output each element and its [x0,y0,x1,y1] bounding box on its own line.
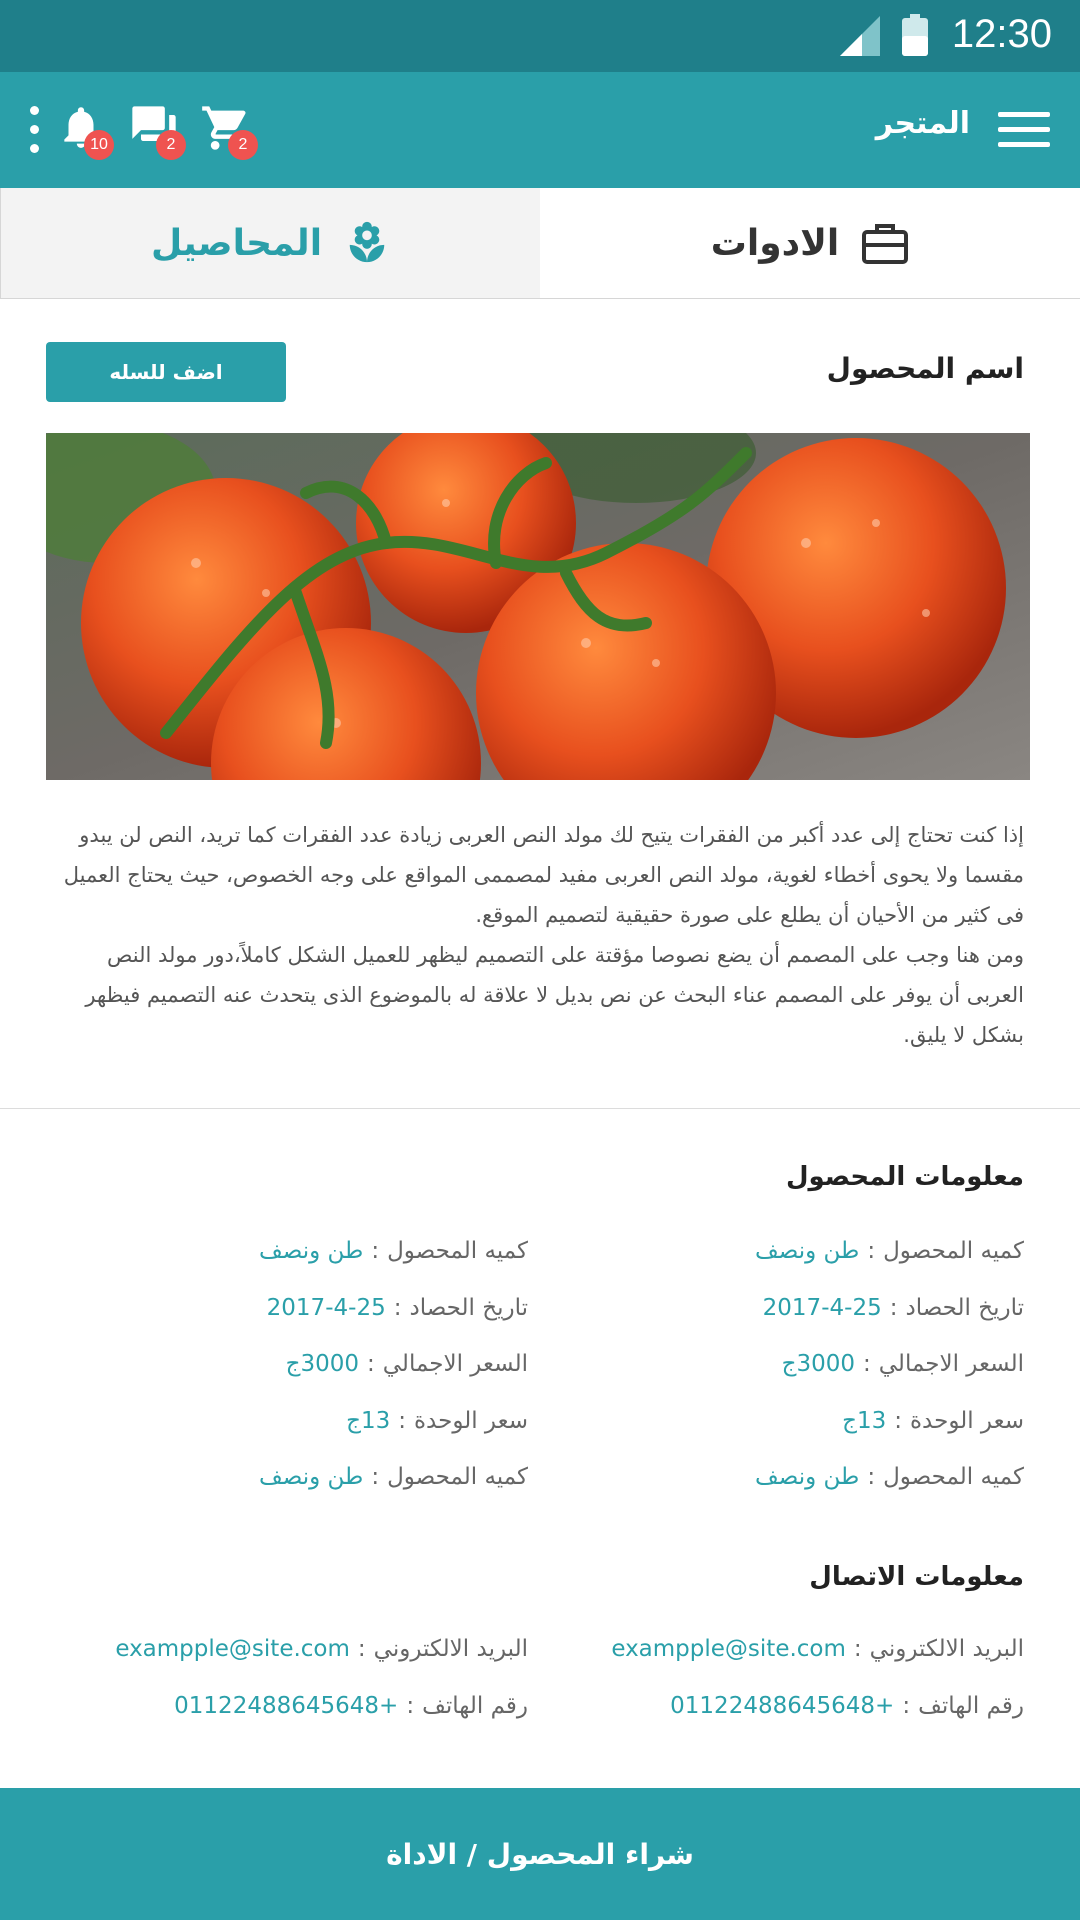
info-label: كميه المحصول [883,1464,1024,1490]
info-label: تاريخ الحصاد [905,1294,1024,1321]
contact-info-title: معلومات الاتصال [809,1562,1024,1592]
info-label: تاريخ الحصاد [409,1294,528,1321]
battery-icon [902,14,928,56]
app-title: المتجر [875,106,970,141]
info-separator: : [863,1351,871,1377]
info-value: 3000ج [285,1351,360,1377]
info-separator: : [393,1294,402,1321]
section-divider [0,1108,1080,1109]
signal-icon [840,16,880,56]
info-label: كميه المحصول [387,1464,528,1490]
messages-badge: 2 [156,130,186,160]
info-row [28,1223,528,1280]
info-row [524,1678,1024,1735]
info-value: طن ونصف [258,1464,364,1490]
info-value: 25-4-2017 [762,1294,882,1321]
email-label: البريد الالكتروني [373,1636,528,1662]
info-row [524,1336,1024,1393]
tab-crops-label: المحاصيل [150,222,323,264]
info-separator: : [853,1636,862,1662]
product-description [44,815,1024,1055]
add-to-cart-button[interactable]: اضف للسله [46,342,286,402]
tab-tools-label: الادوات [710,222,840,264]
cart-badge: 2 [228,130,258,160]
info-row [28,1393,528,1450]
tab-tools[interactable] [540,188,1080,298]
info-label: السعر الاجمالي [382,1351,528,1377]
info-value: طن ونصف [754,1238,860,1264]
info-separator: : [371,1238,380,1264]
info-value: 3000ج [781,1351,856,1377]
more-options-icon[interactable] [26,106,42,154]
info-separator: : [867,1238,876,1264]
info-row [28,1280,528,1337]
category-tabs [0,188,1080,299]
description-paragraph-2: ومن هنا وجب على المصمم أن يضع نصوصا مؤقتة على التصميم ليظهر للعميل الشكل كاملاً،دور مولد النص العربى أن يوفر على المصمم عناء البحث عن نص بديل لا علاقة له بالموضوع الذى يتحدث عنه التصميم فيظهر بشكل لا يليق. [85,943,1024,1047]
info-row [524,1280,1024,1337]
info-value: 25-4-2017 [266,1294,386,1321]
messages-button[interactable] [128,102,186,160]
info-separator: : [902,1692,911,1719]
product-info-column-right [524,1223,1024,1506]
contact-info-column-right [524,1621,1024,1734]
hamburger-menu-icon[interactable] [998,112,1050,148]
info-value: 13ج [346,1407,391,1434]
product-name: اسم المحصول [826,352,1024,385]
cart-button[interactable] [200,102,258,160]
info-separator: : [398,1407,406,1434]
notifications-button[interactable] [56,102,114,160]
info-label: سعر الوحدة [910,1407,1024,1434]
flower-icon [344,220,390,266]
app-bar [0,72,1080,188]
info-separator: : [371,1464,380,1490]
tab-crops[interactable] [0,188,540,298]
info-row [28,1449,528,1506]
phone-link[interactable]: +01122488645648 [670,1692,895,1719]
info-label: سعر الوحدة [414,1407,528,1434]
description-paragraph-1: إذا كنت تحتاج إلى عدد أكبر من الفقرات يتيح لك مولد النص العربى زيادة عدد الفقرات كما تريد، النص لن يبدو مقسما ولا يحوى أخطاء لغوية، مولد النص العربى مفيد لمصممى المواقع على وجه الخصوص، حيث يحتاج العميل فى كثير من الأحيان أن يطلع على صورة حقيقية لتصميم الموقع. [63,823,1024,927]
status-bar [0,0,1080,72]
info-row [524,1621,1024,1678]
info-separator: : [357,1636,366,1662]
phone-label: رقم الهاتف [422,1692,528,1719]
product-image [46,433,1030,780]
email-link[interactable]: exampple@site.com [115,1636,350,1662]
info-separator: : [889,1294,898,1321]
info-label: كميه المحصول [883,1238,1024,1264]
info-row [28,1621,528,1678]
info-value: طن ونصف [258,1238,364,1264]
info-separator: : [406,1692,415,1719]
info-row [28,1336,528,1393]
contact-info-column-left [28,1621,528,1734]
notifications-badge: 10 [84,130,114,160]
info-row [524,1449,1024,1506]
status-time: 12:30 [951,12,1052,56]
info-separator: : [367,1351,375,1377]
buy-button[interactable] [0,1788,1080,1920]
info-row [524,1223,1024,1280]
info-value: 13ج [842,1407,887,1434]
product-info-column-left [28,1223,528,1506]
email-link[interactable]: exampple@site.com [611,1636,846,1662]
info-value: طن ونصف [754,1464,860,1490]
info-row [28,1678,528,1735]
briefcase-icon [861,220,909,266]
buy-button-label: شراء المحصول / الاداة [386,1837,694,1871]
info-row [524,1393,1024,1450]
email-label: البريد الالكتروني [869,1636,1024,1662]
phone-label: رقم الهاتف [918,1692,1024,1719]
info-separator: : [867,1464,876,1490]
info-separator: : [894,1407,902,1434]
info-label: كميه المحصول [387,1238,528,1264]
product-info-title: معلومات المحصول [785,1162,1024,1192]
phone-link[interactable]: +01122488645648 [174,1692,399,1719]
info-label: السعر الاجمالي [878,1351,1024,1377]
